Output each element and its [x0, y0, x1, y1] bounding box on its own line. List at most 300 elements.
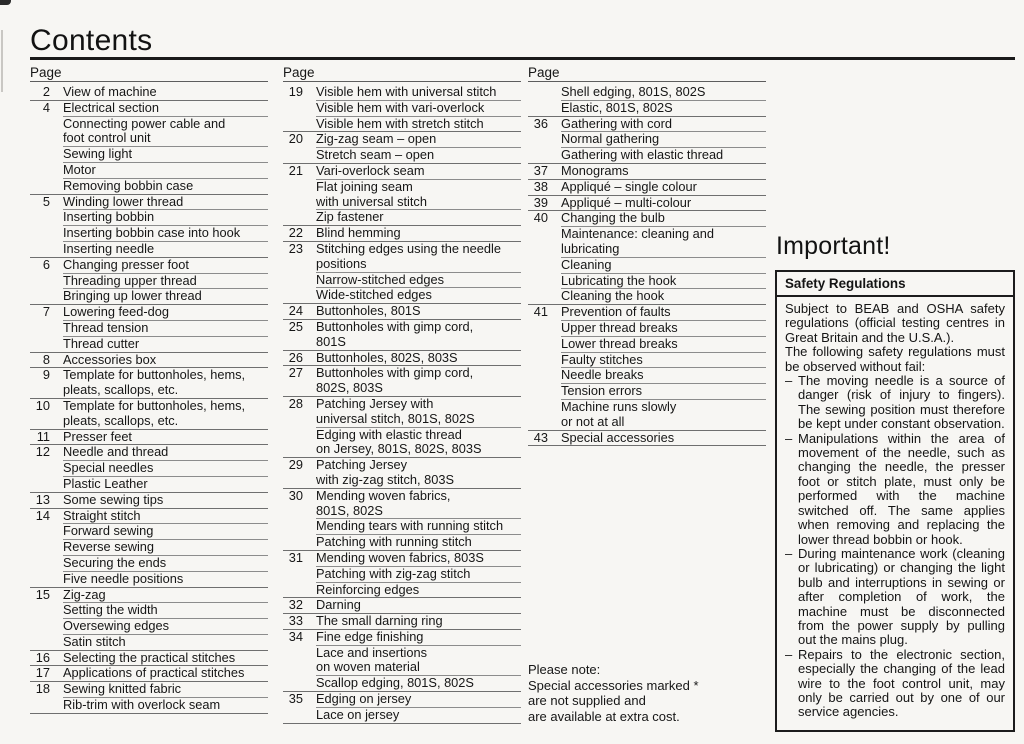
toc-group	[30, 430, 268, 446]
toc-entry-title: Monograms	[561, 162, 629, 178]
toc-group	[30, 682, 268, 714]
toc-item	[283, 708, 521, 724]
toc-group	[30, 588, 268, 651]
toc-entry-title: Securing the ends	[63, 556, 268, 572]
toc-page-number: 28	[288, 395, 303, 411]
toc-entry-title: Machine runs slowly or not at all	[561, 398, 677, 429]
toc-page-number	[30, 556, 50, 572]
toc-item	[283, 397, 521, 428]
toc-item	[30, 572, 268, 588]
toc-item	[283, 148, 521, 164]
toc-entry-title: Thread tension	[63, 321, 268, 337]
toc-item	[283, 676, 521, 692]
toc-entry-title: Satin stitch	[63, 633, 126, 649]
toc-page-number	[30, 147, 50, 163]
toc-entry-title: Vari-overlock seam	[316, 164, 521, 180]
toc-page-number	[283, 519, 303, 535]
toc-group	[30, 651, 268, 667]
toc-entry-title: Changing the bulb	[561, 211, 766, 227]
toc-entry-title: Prevention of faults	[561, 305, 766, 321]
safety-bullet-item: – Repairs to the electronic section, especially the changing of the lead wire to the foot control unit, may only be carried out by one of our service agencies.	[785, 646, 1005, 720]
toc-group	[283, 630, 521, 692]
toc-group	[283, 692, 521, 724]
toc-group	[283, 598, 521, 614]
toc-item	[30, 163, 268, 179]
toc-item	[283, 132, 521, 148]
toc-item	[528, 227, 766, 258]
toc-page-number	[30, 274, 50, 290]
toc-item	[283, 567, 521, 583]
toc-page-number: 21	[288, 162, 303, 178]
toc-page-number	[30, 540, 50, 556]
toc-item	[283, 692, 521, 708]
toc-item	[528, 258, 766, 274]
important-title: Important!	[776, 232, 891, 260]
toc-page-number: 20	[288, 131, 303, 147]
toc-entry-title: Motor	[63, 163, 268, 179]
toc-item	[283, 304, 521, 320]
toc-item	[283, 535, 521, 551]
toc-item	[283, 288, 521, 304]
toc-group	[30, 368, 268, 399]
toc-page-number	[528, 400, 548, 430]
toc-group	[30, 85, 268, 101]
toc-group	[283, 614, 521, 630]
toc-entry-title: Sewing knitted fabric	[63, 682, 268, 698]
please-note-line: are not supplied and	[528, 693, 646, 708]
toc-page-number	[283, 567, 303, 583]
toc-entry-title: Buttonholes with gimp cord, 801S	[316, 318, 474, 349]
toc-group	[283, 551, 521, 598]
please-note-line: Special accessories marked *	[528, 677, 699, 693]
toc-item	[30, 666, 268, 682]
toc-item	[30, 337, 268, 353]
toc-entry-title: Edging with elastic thread on Jersey, 801S, 802S, 803S	[316, 426, 482, 457]
toc-item	[30, 399, 268, 430]
toc-entry-title: Patching Jersey with zig-zag stitch, 803S	[316, 457, 454, 487]
toc-entry-title: Stretch seam – open	[316, 147, 435, 163]
toc-item	[528, 164, 766, 180]
toc-item	[30, 477, 268, 493]
toc-item	[30, 258, 268, 274]
toc-item	[283, 366, 521, 397]
toc-entry-title: Patching with zig-zag stitch	[316, 567, 521, 583]
toc-item	[30, 635, 268, 651]
toc-page-number	[30, 635, 50, 650]
toc-group	[30, 305, 268, 352]
toc-entry-title: Gathering with cord	[561, 117, 766, 133]
toc-page-number	[528, 337, 548, 353]
toc-group	[528, 180, 766, 196]
toc-item	[283, 85, 521, 101]
toc-column-2-entries	[283, 85, 521, 724]
toc-page-number: 13	[35, 491, 50, 507]
toc-item	[528, 305, 766, 321]
toc-page-number: 11	[36, 428, 50, 444]
toc-entry-title: Lower thread breaks	[561, 337, 766, 353]
toc-page-number	[283, 535, 303, 550]
toc-page-number: 17	[35, 665, 50, 681]
toc-page-number: 43	[533, 429, 548, 445]
toc-item	[283, 226, 521, 242]
toc-page-number: 6	[42, 256, 50, 272]
toc-page-number	[283, 288, 303, 303]
toc-entry-title: Mending woven fabrics, 803S	[316, 551, 521, 567]
toc-entry-title: Scallop edging, 801S, 802S	[316, 675, 474, 691]
toc-group	[283, 320, 521, 351]
toc-group	[283, 242, 521, 304]
scan-artifact-edge	[1, 30, 3, 92]
toc-group	[30, 258, 268, 305]
toc-entry-title: Tension errors	[561, 384, 766, 400]
toc-page-number: 26	[288, 349, 303, 365]
toc-page-number	[30, 179, 50, 194]
toc-page-number: 22	[288, 225, 303, 241]
toc-page-number	[30, 163, 50, 179]
toc-page-number	[30, 210, 50, 226]
toc-entry-title: Lace on jersey	[316, 706, 400, 722]
toc-item	[30, 101, 268, 117]
toc-entry-title: Setting the width	[63, 603, 268, 619]
toc-page-number: 41	[533, 304, 548, 320]
toc-item	[283, 117, 521, 133]
toc-page-number	[528, 353, 548, 369]
toc-entry-title: Mending woven fabrics, 801S, 802S	[316, 489, 521, 520]
toc-item	[283, 458, 521, 489]
toc-entry-title: Threading upper thread	[63, 274, 268, 290]
toc-item	[283, 519, 521, 535]
toc-page-number: 18	[35, 681, 50, 697]
safety-paragraph: Subject to BEAB and OSHA safety regulations (official testing centres in Great Britain and the U.S.A.).	[785, 301, 1005, 345]
toc-group	[283, 85, 521, 132]
toc-page-number: 39	[533, 194, 548, 210]
toc-item	[528, 211, 766, 227]
toc-entry-title: Template for buttonholes, hems, pleats, scallops, etc.	[63, 397, 246, 428]
toc-entry-title: Normal gathering	[561, 132, 766, 148]
toc-entry-title: Buttonholes with gimp cord, 802S, 803S	[316, 365, 474, 396]
toc-item	[528, 337, 766, 353]
toc-item	[528, 431, 766, 447]
toc-page-number	[283, 101, 303, 117]
toc-entry-title: Special needles	[63, 461, 268, 477]
toc-group	[30, 399, 268, 430]
safety-regulations-header: Safety Regulations	[777, 272, 1013, 297]
toc-entry-title: Accessories box	[63, 351, 157, 367]
toc-item	[283, 630, 521, 646]
toc-item	[283, 101, 521, 117]
toc-page-number	[283, 180, 303, 211]
toc-page-number	[528, 101, 548, 116]
toc-entry-title: Darning	[316, 597, 361, 613]
toc-page-number	[283, 428, 303, 458]
toc-item	[528, 321, 766, 337]
safety-paragraph: The following safety regulations must be observed without fail:	[785, 344, 1005, 374]
toc-item	[30, 274, 268, 290]
toc-item	[528, 180, 766, 196]
toc-page-number: 8	[42, 351, 50, 367]
toc-page-number	[528, 85, 548, 101]
toc-item	[30, 226, 268, 242]
toc-group	[30, 353, 268, 369]
toc-page-number	[30, 321, 50, 337]
toc-entry-title: Fine edge finishing	[316, 630, 521, 646]
toc-item	[30, 651, 268, 667]
toc-group	[30, 445, 268, 492]
toc-column-2	[283, 64, 521, 724]
toc-page-number: 38	[533, 178, 548, 194]
toc-entry-title: Blind hemming	[316, 225, 401, 241]
toc-entry-title: Gathering with elastic thread	[561, 147, 724, 163]
toc-entry-title: Template for buttonholes, hems, pleats, scallops, etc.	[63, 367, 246, 398]
toc-page-number: 24	[288, 303, 303, 319]
toc-entry-title: Visible hem with stretch stitch	[316, 115, 484, 131]
toc-item	[30, 619, 268, 635]
toc-page-number	[283, 210, 303, 225]
please-note-line: Please note:	[528, 662, 601, 677]
toc-item	[528, 85, 766, 101]
toc-item	[283, 428, 521, 459]
toc-entry-title: Elastic, 801S, 802S	[561, 99, 673, 115]
toc-page-number	[528, 368, 548, 384]
toc-item	[30, 210, 268, 226]
dash-marker: –	[785, 430, 793, 446]
toc-item	[283, 164, 521, 180]
toc-item	[30, 368, 268, 399]
toc-page-number	[528, 132, 548, 148]
toc-entry-title: Applications of practical stitches	[63, 665, 245, 681]
toc-page-number	[528, 384, 548, 400]
toc-page-number: 10	[35, 397, 50, 413]
safety-regulations-body	[777, 297, 1013, 730]
toc-page-number: 23	[288, 240, 303, 256]
toc-page-number	[30, 572, 50, 587]
toc-item	[528, 132, 766, 148]
safety-bullet-item: – The moving needle is a source of danger (risk of injury to fingers). The sewing position must therefore be kept under constant observation.	[785, 373, 1005, 432]
toc-entry-title: Patching Jersey with universal stitch, 801S, 802S	[316, 397, 521, 428]
toc-page-number: 37	[533, 162, 548, 178]
toc-item	[30, 195, 268, 211]
toc-entry-title: Mending tears with running stitch	[316, 519, 521, 535]
toc-entry-title: Lowering feed-dog	[63, 305, 268, 321]
toc-page-number	[30, 337, 50, 352]
toc-entry-title: Selecting the practical stitches	[63, 649, 236, 665]
toc-page-number	[528, 227, 548, 258]
toc-item	[30, 321, 268, 337]
toc-item	[528, 117, 766, 133]
toc-column-3-entries	[528, 85, 766, 446]
toc-item	[283, 583, 521, 599]
toc-entry-title: Shell edging, 801S, 802S	[561, 85, 766, 101]
toc-entry-title: Buttonholes, 802S, 803S	[316, 349, 458, 365]
toc-page-number: 2	[42, 84, 50, 99]
toc-page-number: 12	[35, 444, 50, 460]
scan-artifact-corner	[0, 0, 11, 5]
toc-item	[30, 147, 268, 163]
toc-entry-title: Narrow-stitched edges	[316, 273, 521, 289]
toc-item	[528, 384, 766, 400]
toc-group	[30, 509, 268, 588]
toc-entry-title: Connecting power cable and foot control unit	[63, 117, 268, 148]
toc-entry-title: Appliqué – multi-colour	[561, 194, 692, 210]
title-rule	[30, 57, 1015, 60]
toc-entry-title: Stitching edges using the needle positions	[316, 242, 521, 273]
toc-group	[283, 304, 521, 320]
toc-page-number: 4	[42, 99, 50, 115]
toc-item	[283, 646, 521, 677]
toc-item	[283, 351, 521, 367]
toc-item	[528, 368, 766, 384]
toc-page-number: 36	[533, 115, 548, 131]
toc-entry-title: Inserting bobbin case into hook	[63, 226, 268, 242]
safety-bullet-item: – Manipulations within the area of movement of the needle, such as changing the needle, the presser foot or stitch plate, must only be performed with the machine switched off. The same applies when removing and replacing the lower thread bobbin or hook.	[785, 430, 1005, 547]
toc-page-number	[30, 289, 50, 304]
toc-item	[283, 320, 521, 351]
toc-entry-title: Forward sewing	[63, 524, 268, 540]
toc-page-number	[30, 603, 50, 619]
safety-bullet-item: – During maintenance work (cleaning or lubricating) or changing the light bulb and interruptions in sewing or after completion of work, the machine must be disconnected from the power supply by pulling out the mains plug.	[785, 545, 1005, 648]
toc-column-1-entries	[30, 85, 268, 714]
toc-item	[528, 274, 766, 290]
dash-marker: –	[785, 545, 793, 561]
toc-entry-title: Cleaning the hook	[561, 288, 665, 304]
toc-group	[528, 196, 766, 212]
toc-entry-title: The small darning ring	[316, 613, 443, 629]
toc-entry-title: Faulty stitches	[561, 353, 766, 369]
toc-entry-title: Inserting needle	[63, 240, 155, 256]
toc-page-number: 33	[288, 613, 303, 629]
toc-group	[283, 397, 521, 458]
toc-page-number: 9	[42, 367, 50, 383]
toc-entry-title: Presser feet	[63, 428, 132, 444]
toc-page-number	[283, 273, 303, 289]
please-note-line: are available at extra cost.	[528, 708, 680, 724]
toc-group	[283, 351, 521, 367]
toc-item	[30, 509, 268, 525]
toc-group	[30, 666, 268, 682]
toc-page-number: 7	[42, 304, 50, 320]
toc-page-number: 19	[288, 84, 303, 99]
toc-item	[30, 353, 268, 369]
toc-entry-title: Oversewing edges	[63, 619, 268, 635]
toc-entry-title: Some sewing tips	[63, 491, 164, 507]
toc-item	[30, 682, 268, 698]
toc-group	[283, 164, 521, 226]
toc-item	[30, 524, 268, 540]
toc-page-number: 15	[35, 586, 50, 602]
toc-entry-title: Appliqué – single colour	[561, 178, 697, 194]
toc-entry-title: Lace and insertions on woven material	[316, 646, 521, 677]
toc-entry-title: Thread cutter	[63, 335, 140, 351]
page-title: Contents	[30, 24, 153, 57]
toc-page-number	[30, 117, 50, 148]
toc-page-number: 14	[35, 507, 50, 523]
toc-page-number	[30, 461, 50, 477]
toc-group	[528, 211, 766, 305]
toc-entry-title: Visible hem with universal stitch	[316, 85, 521, 101]
toc-group	[283, 458, 521, 489]
toc-column-1	[30, 64, 268, 714]
toc-page-number: 32	[288, 597, 303, 613]
toc-entry-title: Reverse sewing	[63, 540, 268, 556]
toc-page-number	[528, 274, 548, 290]
toc-group	[528, 305, 766, 430]
toc-item	[528, 289, 766, 305]
toc-entry-title: Lubricating the hook	[561, 274, 766, 290]
toc-page-number: 29	[288, 457, 303, 473]
toc-group	[283, 366, 521, 397]
toc-entry-title: Electrical section	[63, 101, 268, 117]
toc-item	[283, 489, 521, 520]
toc-entry-title: Cleaning	[561, 258, 766, 274]
toc-page-number: 25	[288, 318, 303, 334]
toc-entry-title: Special accessories	[561, 429, 675, 445]
toc-entry-title: Straight stitch	[63, 509, 268, 525]
toc-page-number	[283, 676, 303, 691]
toc-page-number: 35	[288, 691, 303, 707]
toc-group	[528, 164, 766, 180]
toc-item	[283, 614, 521, 630]
toc-entry-title: Edging on jersey	[316, 692, 521, 708]
toc-item	[30, 556, 268, 572]
toc-item	[30, 588, 268, 604]
toc-entry-title: Five needle positions	[63, 570, 184, 586]
important-panel	[775, 232, 1015, 732]
toc-item	[528, 148, 766, 164]
toc-item	[30, 461, 268, 477]
toc-page-number	[30, 698, 50, 713]
toc-page-number: 30	[288, 487, 303, 503]
toc-page-number	[30, 524, 50, 540]
toc-item	[528, 101, 766, 117]
toc-page-number	[30, 477, 50, 492]
toc-entry-title: Reinforcing edges	[316, 581, 420, 597]
dash-marker: –	[785, 646, 793, 662]
toc-entry-title: Plastic Leather	[63, 475, 148, 491]
toc-item	[283, 551, 521, 567]
toc-entry-title: Sewing light	[63, 147, 268, 163]
toc-page-number	[528, 148, 548, 163]
toc-page-header: Page	[283, 64, 521, 82]
toc-entry-title: Wide-stitched edges	[316, 287, 432, 303]
toc-item	[528, 400, 766, 431]
toc-page-number	[283, 583, 303, 598]
toc-page-number	[283, 708, 303, 723]
toc-item	[283, 598, 521, 614]
toc-item	[528, 353, 766, 369]
toc-column-3	[528, 64, 766, 446]
toc-entry-title: Visible hem with vari-overlock	[316, 101, 521, 117]
toc-group	[283, 132, 521, 164]
toc-group	[30, 195, 268, 258]
toc-entry-title: Upper thread breaks	[561, 321, 766, 337]
toc-page-number: 27	[288, 365, 303, 381]
dash-marker: –	[785, 373, 793, 389]
toc-item	[30, 179, 268, 195]
toc-page-number	[528, 321, 548, 337]
toc-page-header: Page	[30, 64, 268, 82]
toc-item	[30, 85, 268, 101]
toc-item	[283, 273, 521, 289]
toc-entry-title: Needle and thread	[63, 445, 268, 461]
toc-item	[30, 289, 268, 305]
toc-page-number	[528, 258, 548, 274]
toc-entry-title: Rib-trim with overlock seam	[63, 697, 221, 713]
toc-entry-title: Removing bobbin case	[63, 177, 194, 193]
toc-group	[283, 489, 521, 551]
toc-page-number	[30, 242, 50, 257]
toc-item	[283, 242, 521, 273]
toc-item	[30, 242, 268, 258]
